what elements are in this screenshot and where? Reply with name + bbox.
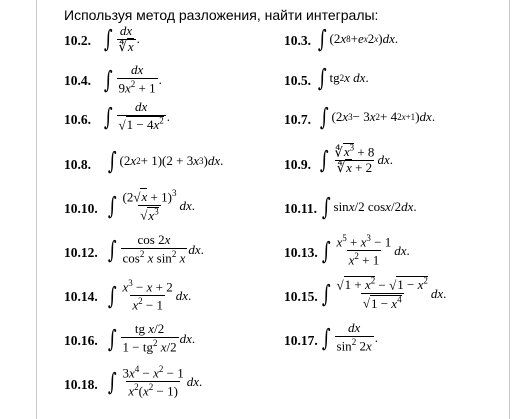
problem-number: 10.2. (64, 33, 91, 48)
problem-formula: ∫ (2 x 2 + 1)(2 + 3 x 3 ) dx . (107, 147, 224, 175)
problem-formula: ∫ tg 2 x dx . (317, 64, 369, 92)
problem-number: 10.8. (64, 157, 91, 172)
problem-number: 10.18. (64, 377, 98, 392)
problem-formula: ∫ $\frac{x^3 - x + 2}{x^2 - 1}$ dx . (107, 278, 192, 313)
problem-number: 10.17. (284, 333, 318, 348)
problem-formula: ∫ $\frac{3x^4 - x^2 - 1}{x^2(x^2 - 1)}$ dx . (107, 364, 203, 399)
problem-formula: ∫ $\frac{x^5 + x^3 - 1}{x^2 + 1}$ dx . (321, 233, 410, 268)
task-heading: Используя метод разложения, найти интегралы: (64, 7, 379, 23)
problem-formula: ∫ $\frac{∜x^3 + 8}{∜x + 2}$ dx . (319, 143, 393, 176)
problem-number: 10.6. (64, 112, 91, 127)
problem-number: 10.13. (284, 245, 318, 260)
problem-number: 10.11. (284, 201, 318, 216)
problem-number: 10.7. (284, 112, 311, 127)
problem-number: 10.10. (64, 201, 98, 216)
problem-number: 10.3. (284, 33, 311, 48)
problem-formula: ∫ $\frac{√1 + x^2 - √1 - x^2}{√1 - x^4}$ dx . (321, 276, 447, 311)
problem-number: 10.4. (64, 73, 91, 88)
problem-formula: ∫ $\frac{(2√x + 1)^3}{√x^3}$ dx . (107, 188, 195, 223)
problem-formula: ∫ $\frac{\text{tg x/2}}{1 - tg^2 x/2}$ dx . (107, 321, 196, 355)
problem-formula: ∫ sin x /2 cos x /2 dx . (321, 193, 417, 221)
problem-formula: ∫ (2 x 8 + e x 2 x ) dx . (317, 25, 399, 53)
problem-number: 10.12. (64, 245, 98, 260)
problem-formula: ∫ $\frac{dx}{√1 - 4x^2}$ . (103, 99, 171, 133)
problem-number: 10.16. (64, 333, 98, 348)
problem-number: 10.14. (64, 289, 98, 304)
problem-number: 10.15. (284, 289, 318, 304)
problem-number: 10.5. (284, 73, 311, 88)
problem-formula: ∫ $\frac{\cos 2x}{\cos^2 x \sin^2 x}$ dx . (107, 232, 204, 266)
problem-number: 10.9. (284, 157, 311, 172)
problem-formula: ∫ $\frac{dx}{\sin^2 2x}$ . (321, 320, 378, 354)
problem-formula: ∫ (2 x 3 − 3 x 2 + 4 2x+1 ) dx . (319, 103, 436, 131)
problem-formula: ∫ $\frac{dx}{∜x}$ . (103, 23, 140, 54)
problem-formula: ∫ $\frac{dx}{9x^2 + 1}$ . (103, 62, 162, 96)
